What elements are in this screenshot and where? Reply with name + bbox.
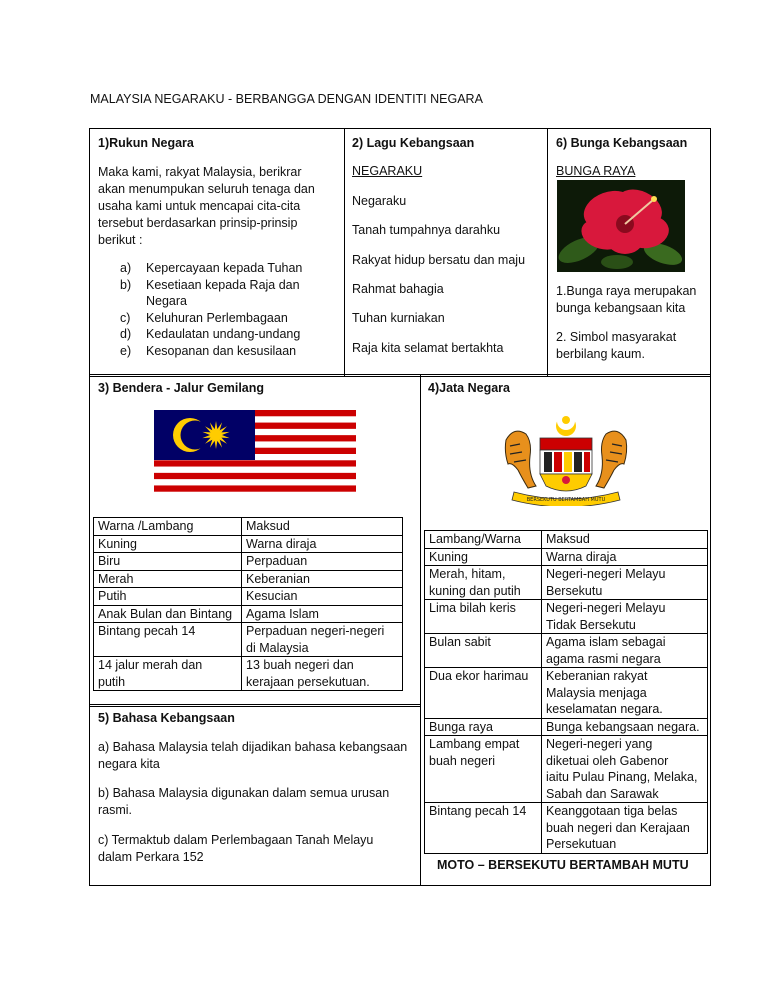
jata-table <box>424 530 708 854</box>
list-item: e) Kesopanan dan kesusilaan <box>120 343 297 358</box>
lagu-line: Negaraku <box>352 194 407 208</box>
bendera-heading: 3) Bendera - Jalur Gemilang <box>98 381 265 395</box>
table-row: Dua ekor harimau Keberanian rakyat Malaysia menjaga keselamatan negara. <box>425 668 708 719</box>
list-item: a) Kepercayaan kepada Tuhan <box>120 261 303 275</box>
emblem-motto-text: BERSEKUTU BERTAMBAH MUTU <box>526 497 606 503</box>
table-row: Lima bilah keris Negeri-negeri Melayu Tidak Bersekutu <box>425 600 708 634</box>
table-row: Lambang empat buah negeri Negeri-negeri yang diketuai oleh Gabenor iaitu Pulau Pinang, Melaka, Sabah dan Sarawak <box>425 736 708 803</box>
lagu-subheading: NEGARAKU <box>352 164 423 178</box>
table-row: Putih Kesucian <box>94 588 403 606</box>
page-title: MALAYSIA NEGARAKU - BERBANGGA DENGAN IDENTITI NEGARA <box>90 92 483 106</box>
table-header: Warna /Lambang Maksud <box>94 518 403 536</box>
moto-text: MOTO – BERSEKUTU BERTAMBAH MUTU <box>437 858 689 872</box>
flag-stripe <box>154 492 356 498</box>
bendera-table <box>93 517 403 691</box>
table-row: Kuning Warna diraja <box>94 535 403 553</box>
flag-stripe <box>154 460 356 467</box>
table-row: Merah, hitam, kuning dan putih Negeri-negeri Melayu Bersekutu <box>425 566 708 600</box>
flag-stripe <box>154 467 356 474</box>
table-header: Lambang/Warna Maksud <box>425 531 708 549</box>
list-item: c) Keluhuran Perlembagaan <box>120 310 288 325</box>
table-row: Merah Keberanian <box>94 570 403 588</box>
lagu-line: Rakyat hidup bersatu dan maju <box>352 253 526 267</box>
rukun-heading: 1)Rukun Negara <box>98 136 194 150</box>
bahasa-para: b) Bahasa Malaysia digunakan dalam semua urusan rasmi. <box>98 786 390 817</box>
flag-stripe <box>154 479 356 486</box>
rukun-intro: Maka kami, rakyat Malaysia, berikrar akan menumpukan seluruh tenaga dan usaha kami untuk mencapai cita-cita tersebut berdasarkan prinsip-prinsip berikut : <box>98 165 315 247</box>
hibiscus-image <box>557 180 685 272</box>
lagu-line: Tanah tumpahnya darahku <box>352 223 501 237</box>
table-row: Biru Perpaduan <box>94 553 403 571</box>
flag-stripe <box>154 473 356 480</box>
list-item: b) Kesetiaan kepada Raja dan Negara <box>120 277 300 308</box>
bahasa-para: a) Bahasa Malaysia telah dijadikan bahasa kebangsaan negara kita <box>98 740 408 771</box>
bunga-heading: 6) Bunga Kebangsaan <box>556 136 688 150</box>
table-row: Kuning Warna diraja <box>425 548 708 566</box>
flag-stripe <box>154 485 356 492</box>
table-row: Anak Bulan dan Bintang Agama Islam <box>94 605 403 623</box>
rukun-list <box>120 260 335 359</box>
bunga-subheading: BUNGA RAYA <box>556 164 636 178</box>
malaysia-flag <box>154 410 356 498</box>
table-row: Bunga raya Bunga kebangsaan negara. <box>425 718 708 736</box>
lagu-line: Tuhan kurniakan <box>352 311 445 325</box>
bahasa-heading: 5) Bahasa Kebangsaan <box>98 711 235 725</box>
list-item: d) Kedaulatan undang-undang <box>120 327 301 341</box>
bunga-p1: 1.Bunga raya merupakan bunga kebangsaan kita <box>556 284 697 315</box>
table-row: Bulan sabit Agama islam sebagai agama rasmi negara <box>425 634 708 668</box>
lagu-line: Raja kita selamat bertakhta <box>352 341 504 355</box>
table-row: Bintang pecah 14 Perpaduan negeri-negeri di Malaysia <box>94 623 403 657</box>
bahasa-para: c) Termaktub dalam Perlembagaan Tanah Melayu dalam Perkara 152 <box>98 833 374 864</box>
table-row: 14 jalur merah dan putih 13 buah negeri dan kerajaan persekutuan. <box>94 657 403 691</box>
bunga-p2: 2. Simbol masyarakat berbilang kaum. <box>556 330 677 361</box>
lagu-heading: 2) Lagu Kebangsaan <box>352 136 475 150</box>
coat-of-arms <box>496 410 636 506</box>
lagu-line: Rahmat bahagia <box>352 282 444 296</box>
table-row: Bintang pecah 14 Keanggotaan tiga belas buah negeri dan Kerajaan Persekutuan <box>425 803 708 854</box>
jata-heading: 4)Jata Negara <box>428 381 510 395</box>
